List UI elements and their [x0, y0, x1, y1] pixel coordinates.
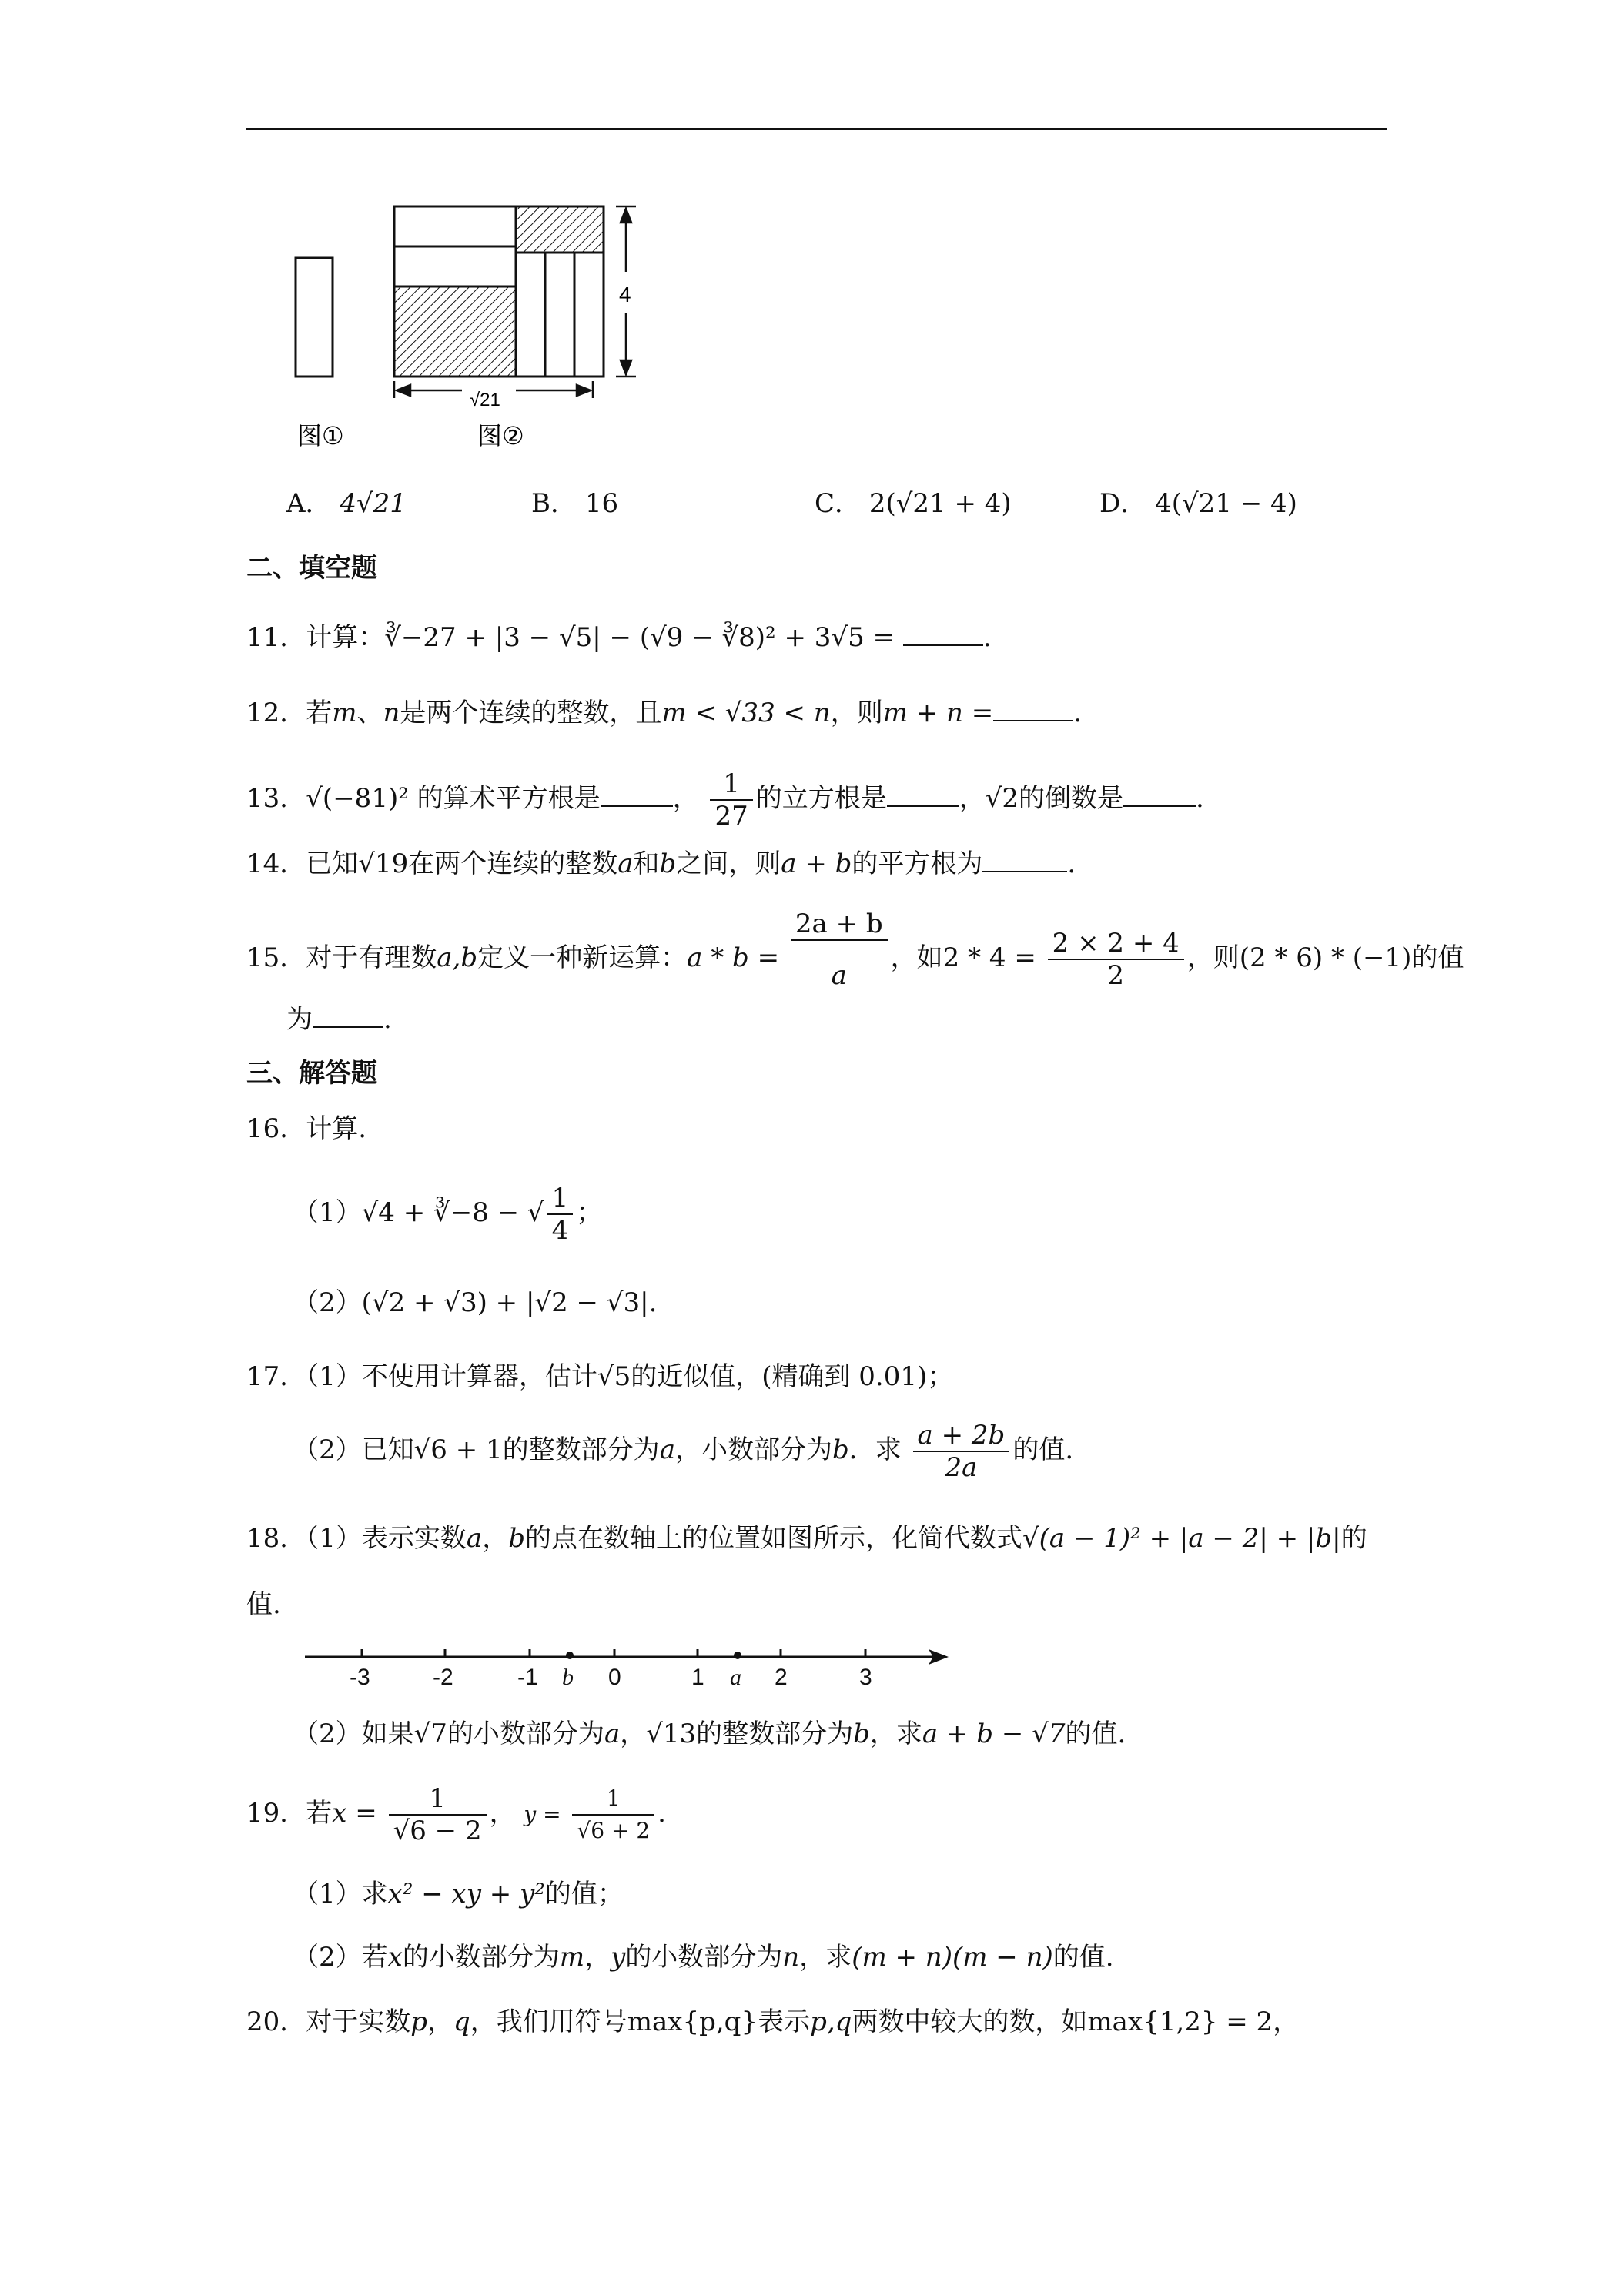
option-d: D． 4(√21 − 4): [1099, 488, 1297, 519]
fig1-label: 图①: [297, 421, 344, 450]
fraction-example: $\frac{2 \times 2 + 4}{2}$: [1048, 928, 1184, 991]
area-figures: [285, 196, 654, 458]
question-20: 20．对于实数p，q，我们用符号max{p,q}表示p,q两数中较大的数，如max{1,2} = 2，: [246, 2006, 1300, 2037]
fig2-label: 图②: [477, 421, 524, 450]
question-18-line2: 值.: [246, 1589, 281, 1620]
fraction-a2b-2a: $\frac{a + 2b}{2a}$: [913, 1420, 1010, 1483]
tick-0: 0: [608, 1665, 621, 1690]
section-title-fill-blank: 二、填空题: [246, 553, 377, 584]
point-b: [566, 1652, 574, 1659]
tick-neg2: -2: [433, 1665, 453, 1690]
tick-1: 1: [691, 1665, 704, 1690]
dim-width-label: √21: [470, 390, 500, 410]
question-16-part2: （2）(√2 + √3) + |√2 − √3|.: [293, 1287, 658, 1318]
tick-neg3: -3: [350, 1665, 370, 1690]
header-rule: [246, 128, 1387, 130]
question-11: 11．计算：∛−27 + |3 − √5| − (√9 − ∛8)² + 3√5 = .: [246, 622, 992, 653]
option-c: C． 2(√21 + 4): [815, 488, 1012, 519]
number-line: [300, 1640, 955, 1694]
fig1-rectangle: [296, 258, 333, 377]
question-15: 15．对于有理数a,b定义一种新运算：a * b = $\frac{2a + b}{a}$ ，如2 * 4 = $\frac{2 \times 2 + 4}{2}$ ，则(2 * 6) * (−1)的值: [246, 909, 1464, 1010]
fraction-definition: $\frac{2a + b}{a}$: [791, 909, 888, 1010]
question-13: 13．√(−81)² 的算术平方根是 ， $\frac{1}{27}$ 的立方根是 ，√2的倒数是 .: [246, 768, 1204, 832]
question-19: 19．若x = $\frac{1}{√6 - 2}$ ， y = $\frac{1}{√6 + 2}$ .: [246, 1783, 666, 1846]
question-12: 12．若m、n是两个连续的整数，且m < √33 < n，则m + n = .: [246, 698, 1083, 728]
option-a: A． 4√21: [286, 488, 407, 519]
fraction-y: $\frac{1}{√6 + 2}$: [572, 1783, 654, 1846]
question-19-part1: （1）求x² − xy + y²的值；: [293, 1879, 624, 1909]
question-14: 14．已知√19在两个连续的整数a和b之间，则a + b的平方根为 .: [246, 848, 1076, 879]
option-b: B． 16: [531, 488, 619, 519]
dim-height-label: 4: [619, 283, 631, 306]
question-17-part1: 17．（1）不使用计算器，估计√5的近似值，(精确到 0.01)；: [246, 1361, 954, 1392]
fraction-x: $\frac{1}{√6 - 2}$: [389, 1783, 487, 1846]
question-19-part2: （2）若x的小数部分为m，y的小数部分为n，求(m + n)(m − n)的值.: [293, 1942, 1114, 1973]
tick-2: 2: [775, 1665, 788, 1690]
question-18-part1: 18．（1）表示实数a，b的点在数轴上的位置如图所示，化简代数式√(a − 1)² + |a − 2| + |b|的: [246, 1523, 1367, 1554]
point-a: [734, 1652, 741, 1659]
tick-3: 3: [859, 1665, 872, 1690]
question-16: 16．计算.: [246, 1113, 367, 1144]
fig2-square: [394, 206, 604, 377]
question-17-part2: （2）已知√6 + 1的整数部分为a，小数部分为b．求 $\frac{a + 2b}{2a}$ 的值.: [293, 1420, 1074, 1483]
question-18-part2: （2）如果√7的小数部分为a，√13的整数部分为b，求a + b − √7的值.: [293, 1719, 1126, 1749]
tick-neg1: -1: [517, 1665, 538, 1690]
label-a: a: [730, 1665, 741, 1690]
question-16-part1: （1）√4 + ∛−8 − √ $\frac{1}{4}$ ；: [293, 1183, 603, 1246]
fraction-1-27: $\frac{1}{27}$: [710, 768, 752, 832]
section-title-answer: 三、解答题: [246, 1058, 377, 1089]
label-b: b: [562, 1665, 574, 1690]
fraction-one-quarter: $\frac{1}{4}$: [547, 1183, 574, 1246]
question-15-line2: 为 .: [286, 1004, 392, 1035]
